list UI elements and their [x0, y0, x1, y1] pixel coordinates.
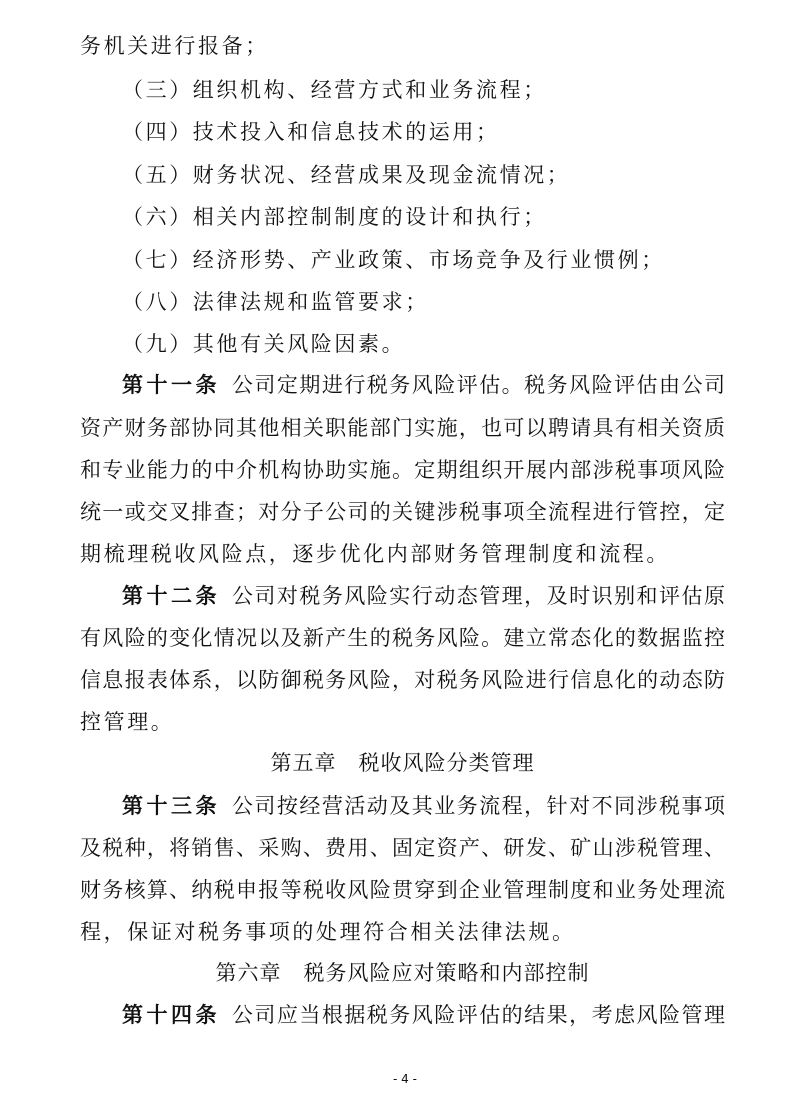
article-12-label: 第十二条 — [122, 584, 220, 608]
chapter-5-number: 第五章 — [270, 751, 337, 775]
article-11-line: 统一或交叉排查；对分子公司的关键涉税事项全流程进行管控，定 — [80, 500, 725, 524]
chapter-6-number: 第六章 — [215, 961, 282, 985]
article-14-text: 公司应当根据税务风险评估的结果，考虑风险管理 — [231, 1003, 725, 1027]
article-13-text: 公司按经营活动及其业务流程，针对不同涉税事项 — [231, 794, 725, 818]
list-item: （七）经济形势、产业政策、市场竞争及行业惯例； — [122, 248, 665, 272]
list-item: （九）其他有关风险因素。 — [122, 332, 406, 356]
article-11-label: 第十一条 — [122, 373, 220, 397]
article-11-text: 公司定期进行税务风险评估。税务风险评估由公司 — [231, 373, 725, 397]
chapter-6-heading — [80, 958, 725, 988]
page-number: - 4 - — [393, 1072, 417, 1086]
list-item: （八）法律法规和监管要求； — [122, 290, 429, 314]
text-line: 务机关进行报备； — [80, 34, 269, 58]
article-11-line: 资产财务部协同其他相关职能部门实施，也可以聘请具有相关资质 — [80, 416, 725, 440]
chapter-6-title: 税务风险应对策略和内部控制 — [303, 961, 590, 985]
article-11-first-line — [122, 370, 725, 400]
article-13-line: 财务核算、纳税申报等税收风险贯穿到企业管理制度和业务处理流 — [80, 878, 725, 902]
article-11-line: 期梳理税收风险点，逐步优化内部财务管理制度和流程。 — [80, 542, 670, 566]
chapter-5-heading — [80, 748, 725, 778]
article-12-line: 控管理。 — [80, 710, 175, 734]
article-12-line: 有风险的变化情况以及新产生的税务风险。建立常态化的数据监控 — [80, 626, 725, 650]
article-11-line: 和专业能力的中介机构协助实施。定期组织开展内部涉税事项风险 — [80, 458, 725, 482]
article-12-first-line — [122, 581, 725, 611]
article-13-line: 程，保证对税务事项的处理符合相关法律法规。 — [80, 920, 576, 944]
article-14-first-line — [122, 1000, 725, 1030]
list-item: （五）财务状况、经营成果及现金流情况； — [122, 163, 571, 187]
article-13-first-line — [122, 791, 725, 821]
article-12-line: 信息报表体系，以防御税务风险，对税务风险进行信息化的动态防 — [80, 668, 725, 692]
article-13-line: 及税种，将销售、采购、费用、固定资产、研发、矿山涉税管理、 — [80, 836, 725, 860]
chapter-5-title: 税收风险分类管理 — [358, 751, 535, 775]
article-13-label: 第十三条 — [122, 794, 220, 818]
list-item: （四）技术投入和信息技术的运用； — [122, 120, 500, 144]
list-item: （六）相关内部控制制度的设计和执行； — [122, 205, 547, 229]
article-14-label: 第十四条 — [122, 1003, 220, 1027]
article-12-text: 公司对税务风险实行动态管理，及时识别和评估原 — [231, 584, 725, 608]
list-item: （三）组织机构、经营方式和业务流程； — [122, 78, 547, 102]
